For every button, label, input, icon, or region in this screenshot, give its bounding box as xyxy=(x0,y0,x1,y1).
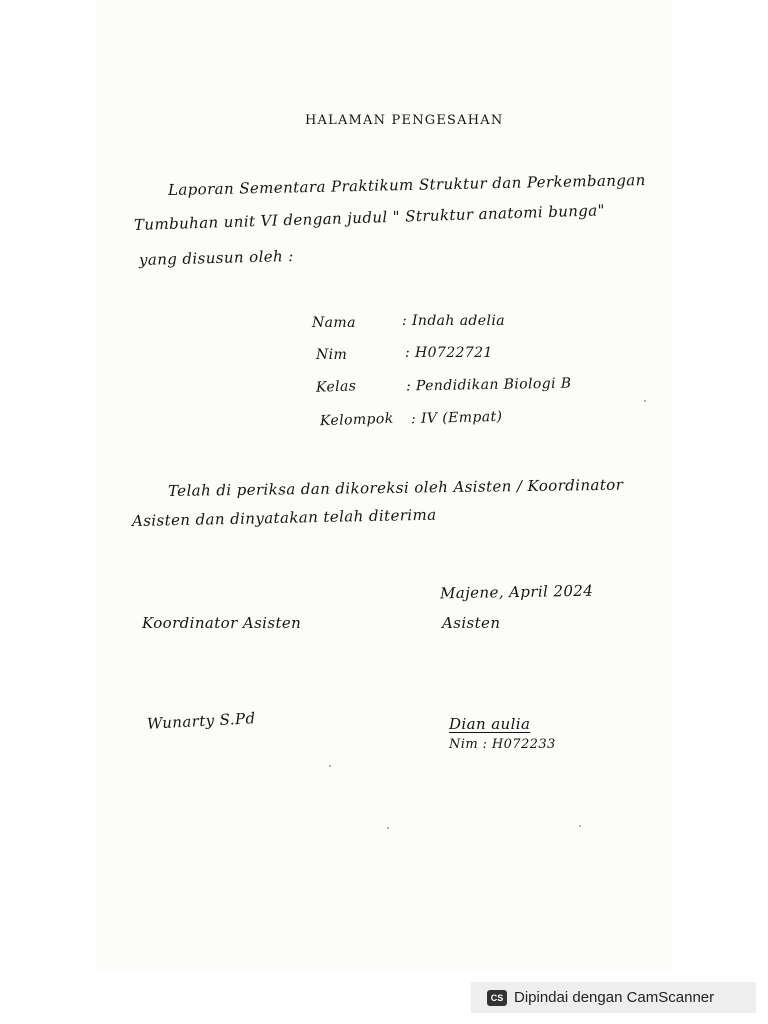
identity-label-nim: Nim xyxy=(316,347,348,363)
coordinator-signature: Wunarty S.Pd xyxy=(146,709,256,733)
assistant-signature-name: Dian aulia xyxy=(449,715,531,733)
scan-speck xyxy=(387,827,389,829)
identity-label-nama: Nama xyxy=(312,315,356,331)
approval-line-1: Telah di periksa dan dikoreksi oleh Asisten / Koordinator xyxy=(167,475,624,500)
camscanner-text: Dipindai dengan CamScanner xyxy=(514,989,715,1006)
assistant-nim: Nim : H072233 xyxy=(449,737,556,752)
identity-value-nim: : H0722721 xyxy=(405,345,493,361)
approval-line-2: Asisten dan dinyatakan telah diterima xyxy=(131,505,437,530)
identity-label-kelas: Kelas xyxy=(315,378,357,396)
identity-value-kelas: : Pendidikan Biologi B xyxy=(405,375,572,395)
identity-value-kelompok: : IV (Empat) xyxy=(410,408,503,428)
intro-line-1: Laporan Sementara Praktikum Struktur dan Perkembangan xyxy=(167,170,646,199)
intro-line-2: Tumbuhan unit VI dengan judul " Struktur anatomi bunga" xyxy=(133,201,606,234)
coordinator-label: Koordinator Asisten xyxy=(142,614,302,632)
scan-speck xyxy=(329,765,331,767)
place-date: Majene, April 2024 xyxy=(439,581,594,603)
camscanner-watermark xyxy=(471,982,756,1013)
scan-speck xyxy=(644,400,646,402)
camscanner-logo-icon: CS xyxy=(487,990,507,1006)
intro-line-3: yang disusun oleh : xyxy=(138,246,294,269)
scan-speck xyxy=(579,825,581,827)
assistant-label: Asisten xyxy=(442,614,501,632)
document-title: HALAMAN PENGESAHAN xyxy=(305,113,504,128)
identity-value-nama: : Indah adelia xyxy=(402,313,505,329)
identity-label-kelompok: Kelompok xyxy=(319,410,394,430)
